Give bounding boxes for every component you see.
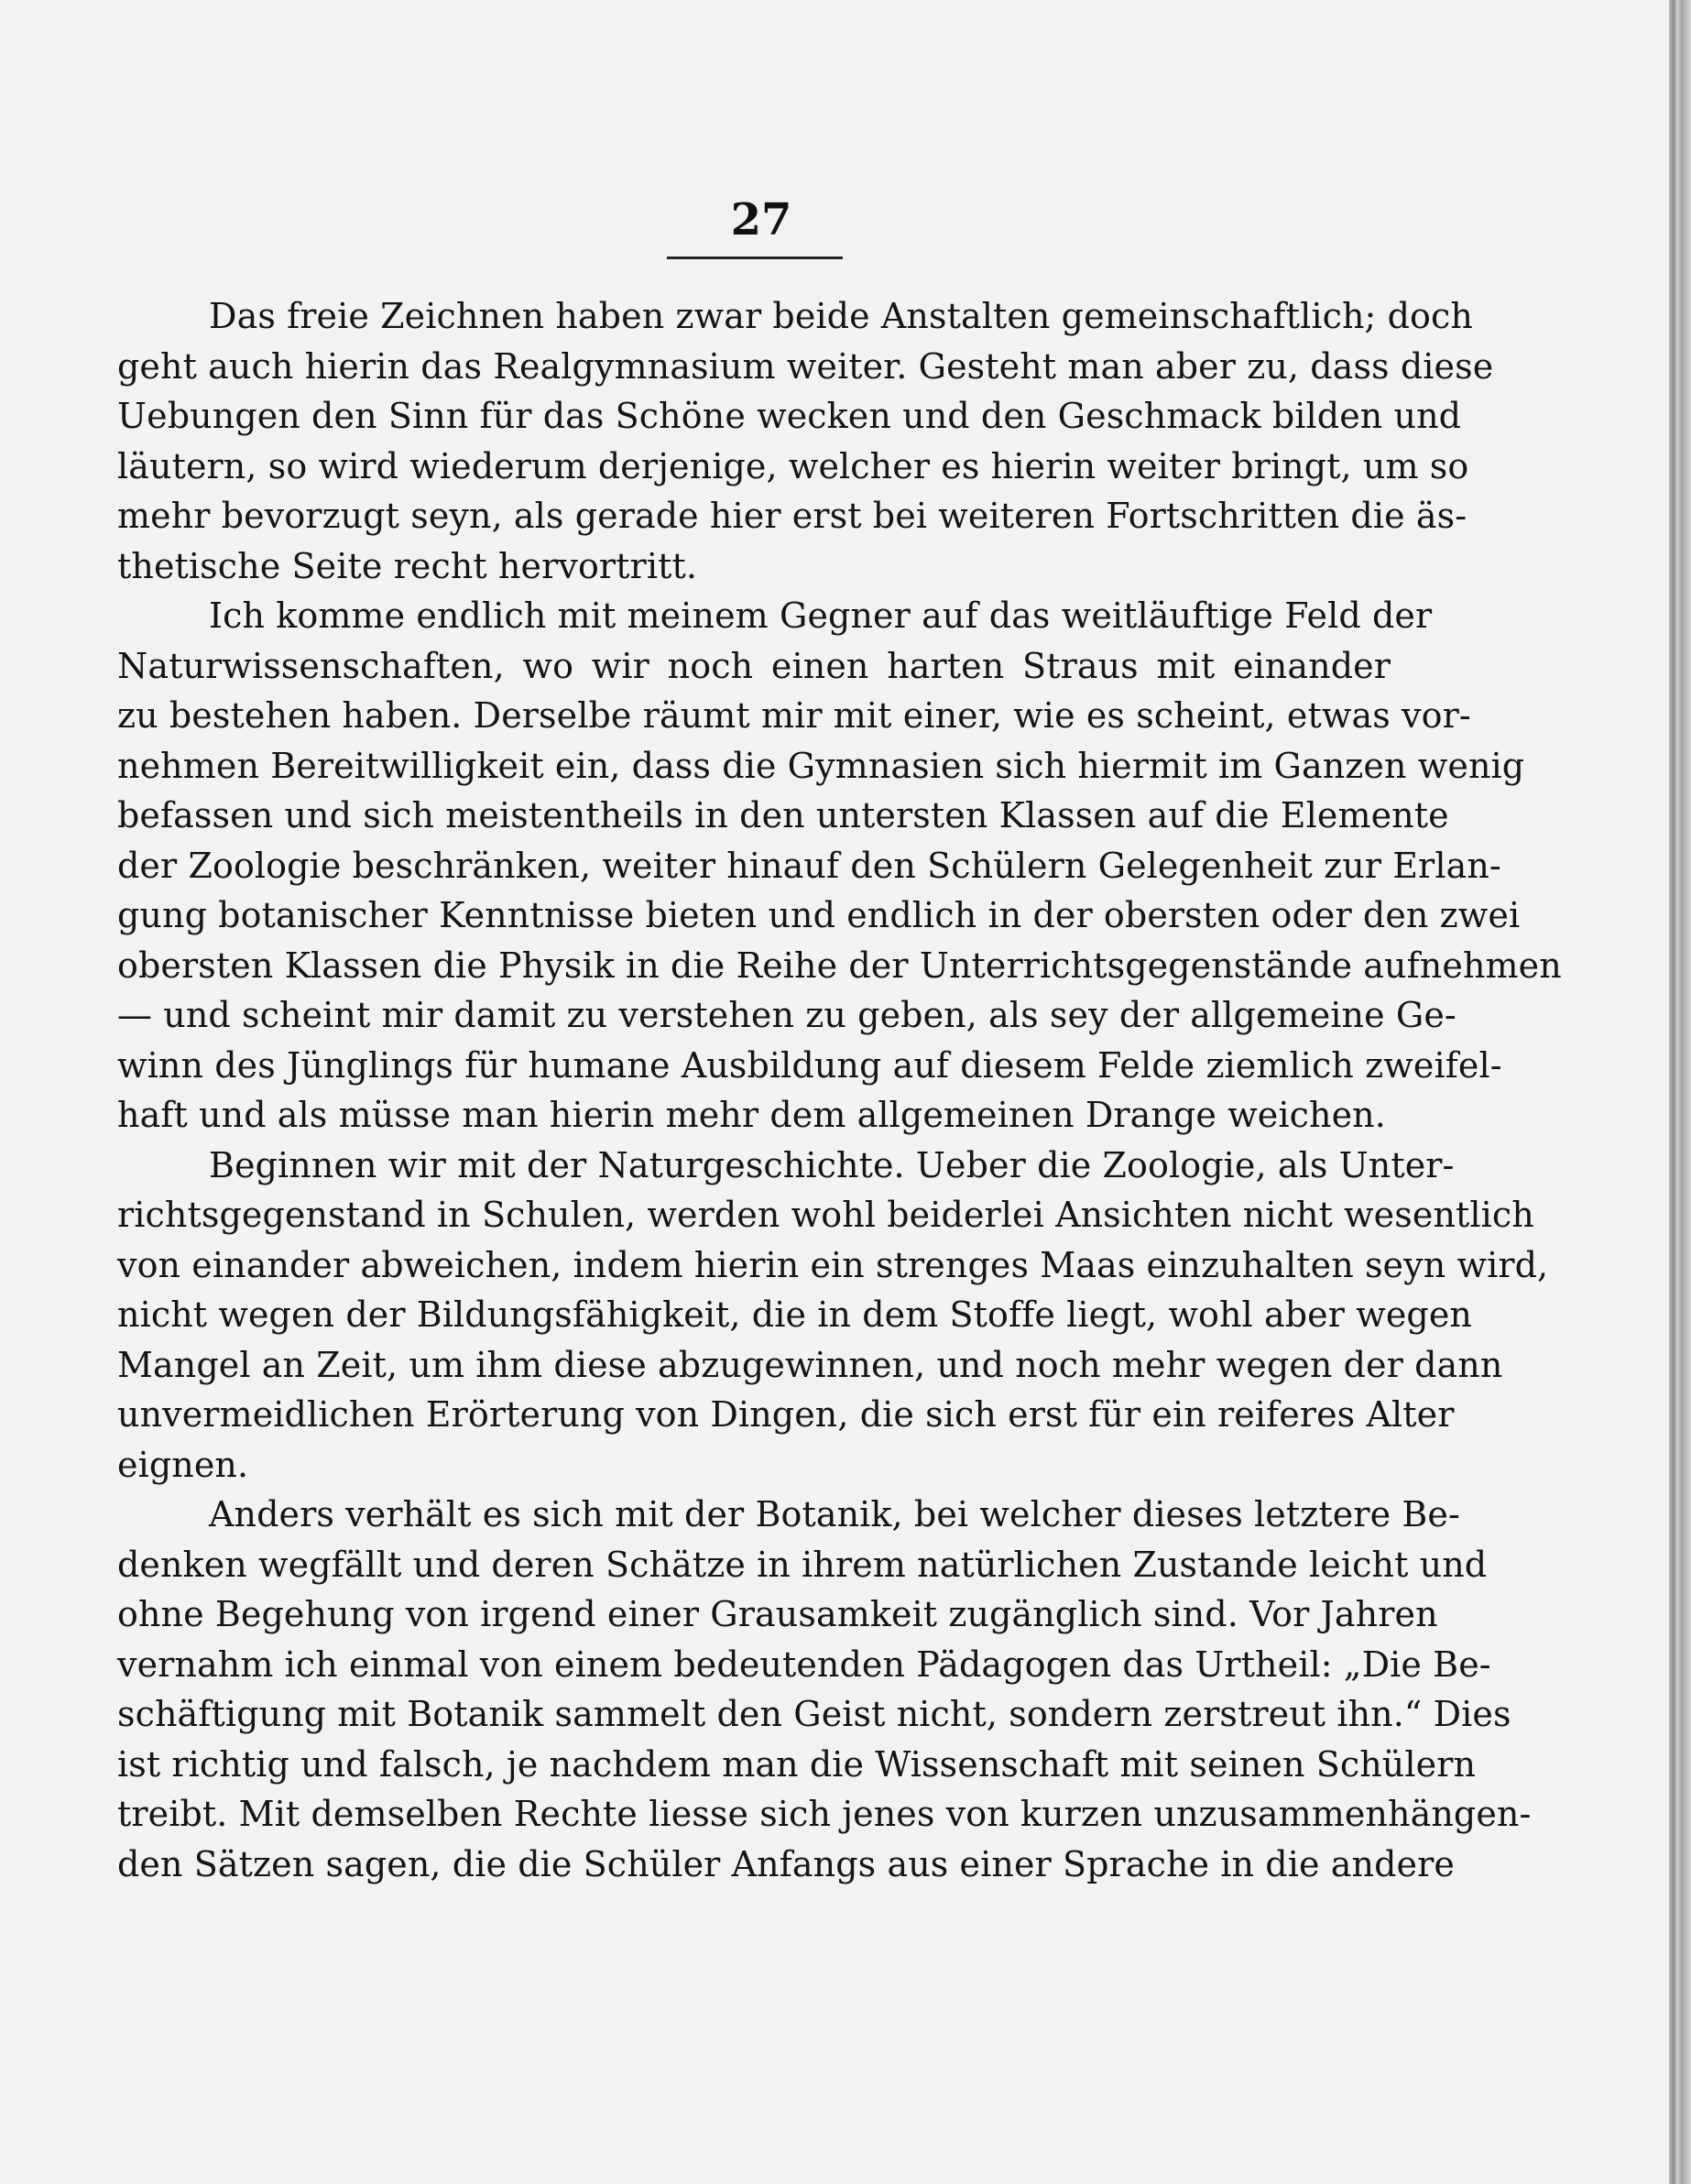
body-text [117,291,1562,1889]
text-line: mehr bevorzugt seyn, als gerade hier erst bei weiteren Fortschritten die äs- [117,496,1467,536]
text-line: — und scheint mir damit zu verstehen zu geben, als sey der allgemeine Ge- [117,995,1456,1035]
text-line: Uebungen den Sinn für das Schöne wecken und den Geschmack bilden und [117,396,1462,436]
text-line: befassen und sich meistentheils in den untersten Klassen auf die Elemente [117,795,1449,835]
text-line: denken wegfällt und deren Schätze in ihrem natürlichen Zustande leicht und [117,1544,1488,1585]
text-line: Mangel an Zeit, um ihm diese abzugewinnen, und noch mehr wegen der dann [117,1344,1503,1385]
text-line: schäftigung mit Botanik sammelt den Geist nicht, sondern zerstreut ihn.“ Dies [117,1694,1511,1734]
paragraph-1 [117,291,1494,591]
text-line: Beginnen wir mit der Naturgeschichte. Ueber die Zoologie, als Unter- [209,1144,1455,1185]
text-line: eignen. [117,1444,249,1485]
text-line: Anders verhält es sich mit der Botanik, bei welcher dieses letztere Be- [209,1494,1460,1534]
text-line: den Sätzen sagen, die die Schüler Anfangs aus einer Sprache in die andere [117,1843,1455,1884]
header-rule [667,257,843,259]
text-line: richtsgegenstand in Schulen, werden wohl beiderlei Ansichten nicht wesentlich [117,1195,1534,1235]
text-line: der Zoologie beschränken, weiter hinauf den Schülern Gelegenheit zur Erlan- [117,845,1501,886]
page-number: 27 [730,194,792,246]
text-line: ohne Begehung von irgend einer Grausamkeit zugänglich sind. Vor Jahren [117,1594,1438,1634]
text-line: von einander abweichen, indem hierin ein strenges Maas einzuhalten seyn wird, [117,1244,1549,1285]
text-line: nicht wegen der Bildungsfähigkeit, die in dem Stoffe liegt, wohl aber wegen [117,1294,1472,1335]
text-line: unvermeidlichen Erörterung von Dingen, die sich erst für ein reiferes Alter [117,1394,1455,1435]
text-line: Naturwissenschaften, wo wir noch einen harten Straus mit einander [117,645,1391,686]
text-line: Ich komme endlich mit meinem Gegner auf das weitläuftige Feld der [209,595,1433,636]
text-line: ist richtig und falsch, je nachdem man die Wissenschaft mit seinen Schülern [117,1743,1477,1785]
paragraph-3 [117,1141,1549,1491]
text-line: zu bestehen haben. Derselbe räumt mir mit einer, wie es scheint, etwas vor- [117,695,1471,736]
text-line: treibt. Mit demselben Rechte liesse sich jenes von kurzen unzusammenhängen- [117,1794,1532,1834]
text-line: gung botanischer Kenntnisse bieten und endlich in der obersten oder den zwei [117,895,1521,935]
paragraph-4 [117,1490,1532,1889]
text-line: winn des Jünglings für humane Ausbildung auf diesem Felde ziemlich zweifel- [117,1044,1502,1086]
page-edge [1669,0,1691,2184]
text-line: läutern, so wird wiederum derjenige, welcher es hierin weiter bringt, um so [117,445,1469,486]
text-line: geht auch hierin das Realgymnasium weiter. Gesteht man aber zu, dass diese [117,345,1494,387]
text-line: vernahm ich einmal von einem bedeutenden Pädagogen das Urtheil: „Die Be- [117,1643,1491,1685]
paragraph-2 [117,591,1562,1141]
text-line: Das freie Zeichnen haben zwar beide Anstalten gemeinschaftlich; doch [209,296,1473,336]
text-line: haft und als müsse man hierin mehr dem allgemeinen Drange weichen. [117,1095,1386,1135]
text-line: nehmen Bereitwilligkeit ein, dass die Gymnasien sich hiermit im Ganzen wenig [117,745,1525,786]
text-line: thetische Seite recht hervortritt. [117,545,697,586]
text-line: obersten Klassen die Physik in die Reihe der Unterrichtsgegenstände aufnehmen [117,945,1562,986]
